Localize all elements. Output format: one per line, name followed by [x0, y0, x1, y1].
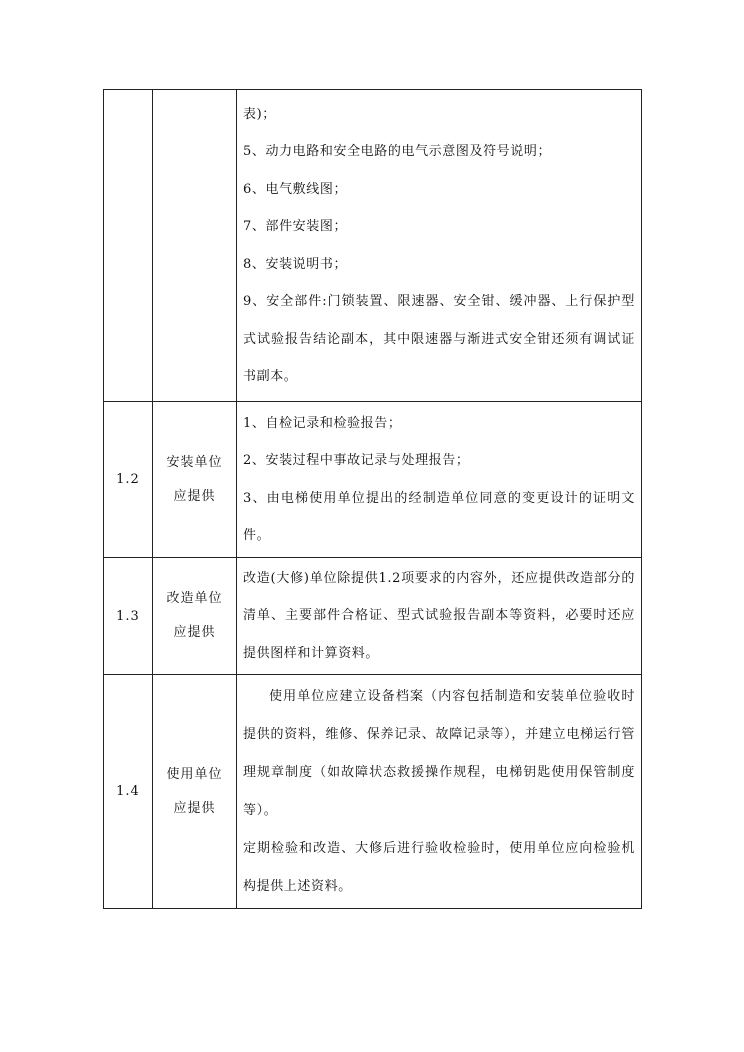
content-line: 1、自检记录和检验报告； — [243, 415, 402, 431]
table-row — [104, 675, 642, 909]
content-line: 定期检验和改造、大修后进行验收检验时，使用单位应向检验机构提供上述资料。 — [243, 840, 635, 894]
provider-line: 应提供 — [173, 800, 216, 816]
content-cell — [237, 90, 642, 402]
content-line: 3、由电梯使用单位提出的经制造单位同意的变更设计的证明文件。 — [243, 490, 635, 543]
provider-cell — [153, 558, 237, 675]
content-line: 2、安装过程中事故记录与处理报告； — [243, 453, 470, 468]
provider-line: 安装单位 — [166, 454, 223, 470]
content-line: 7、部件安装图； — [243, 219, 348, 234]
provider-cell — [153, 402, 237, 558]
provider-cell — [153, 675, 237, 909]
requirements-table — [103, 89, 642, 909]
content-line: 5、动力电路和安全电路的电气示意图及符号说明； — [243, 144, 552, 159]
item-number-cell: 1.2 — [104, 402, 153, 558]
provider-cell — [153, 90, 237, 402]
provider-line: 使用单位 — [166, 766, 223, 782]
content-line: 8、安装说明书； — [243, 256, 348, 272]
table-row — [104, 402, 642, 558]
content-line: 使用单位应建立设备档案（内容包括制造和安装单位验收时提供的资料，维修、保养记录、故障记录等），并建立电梯运行管理规章制度（如故障状态救援操作规程，电梯钥匙使用保管制度等）。 — [243, 688, 635, 818]
content-line: 改造(大修)单位除提供1.2项要求的内容外，还应提供改造部分的清单、主要部件合格证、型式试验报告副本等资料，必要时还应提供图样和计算资料。 — [243, 570, 635, 661]
provider-line: 改造单位 — [166, 591, 223, 606]
content-line: 6、电气敷线图； — [243, 181, 348, 197]
provider-line: 应提供 — [173, 488, 216, 504]
item-number-cell — [104, 90, 153, 402]
table-row — [104, 558, 642, 675]
content-cell — [237, 402, 642, 558]
content-line: 表)； — [243, 106, 276, 122]
table-row — [104, 90, 642, 402]
content-cell — [237, 558, 642, 675]
content-line: 9、安全部件:门锁装置、限速器、安全钳、缓冲器、上行保护型式试验报告结论副本，其中限速器与渐进式安全钳还须有调试证书副本。 — [243, 294, 635, 384]
content-cell — [237, 675, 642, 909]
provider-line: 应提供 — [173, 625, 216, 640]
item-number-cell: 1.3 — [104, 558, 153, 675]
item-number-cell: 1.4 — [104, 675, 153, 909]
